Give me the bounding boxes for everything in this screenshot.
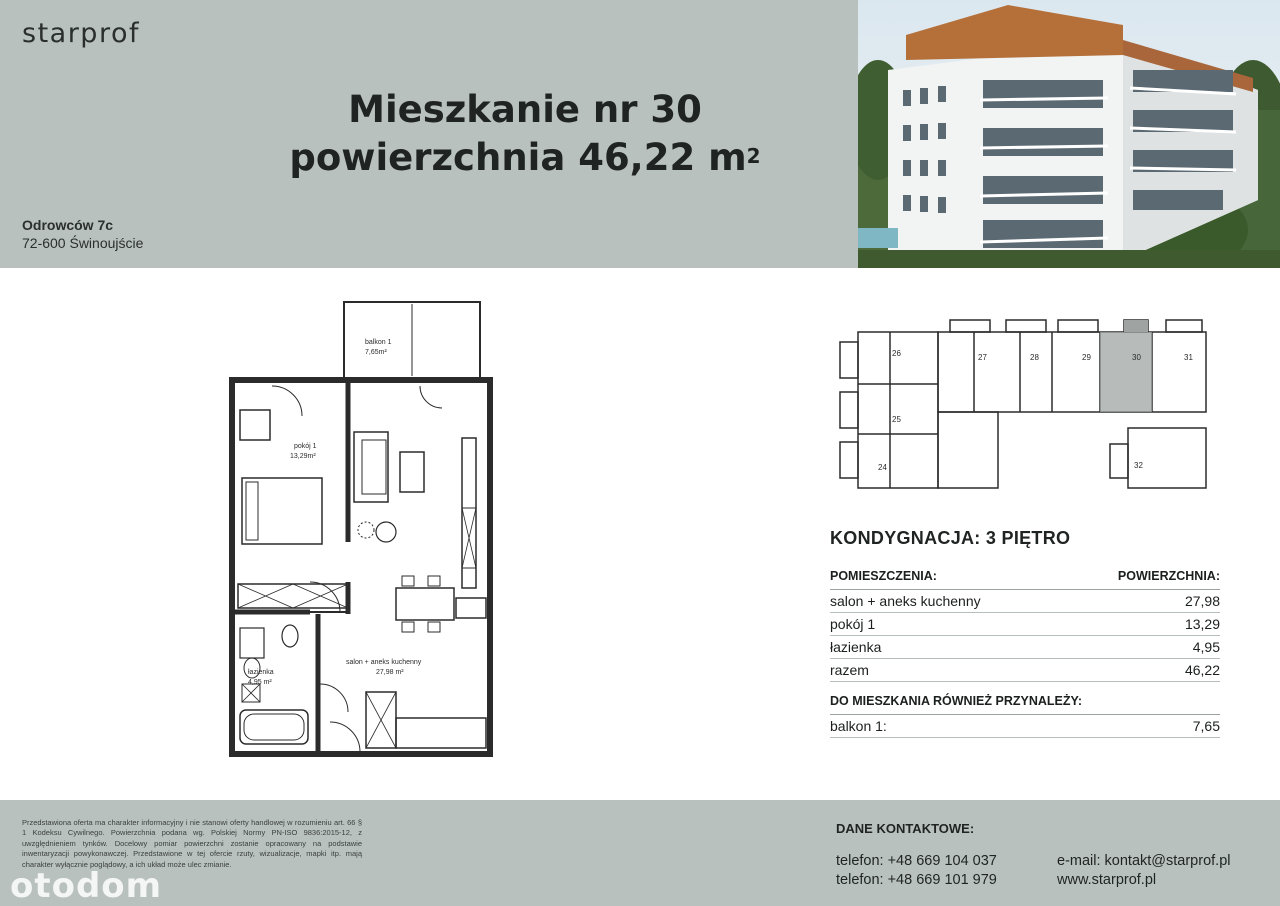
apartment-area-text: powierzchnia 46,22 m <box>289 136 747 179</box>
room-area: 4,95 <box>1192 639 1220 655</box>
table-row-balcony <box>830 715 1220 738</box>
col-rooms: POMIESZCZENIA: <box>830 569 937 583</box>
phone-1[interactable]: telefon: +48 669 104 037 <box>836 853 997 869</box>
balkon-area: 7,65m² <box>365 349 387 356</box>
table-row <box>830 636 1220 659</box>
room-area: 13,29 <box>1184 616 1220 632</box>
floor-level: KONDYGNACJA: 3 PIĘTRO <box>830 528 1071 548</box>
table-row-total <box>830 659 1220 682</box>
pokoj-label: pokój 1 <box>294 443 317 450</box>
highlighted-unit-30 <box>1100 332 1152 412</box>
table-row <box>830 590 1220 613</box>
floor-key-plan <box>830 312 1210 497</box>
address-street: Odrowców 7c <box>22 217 114 233</box>
room-name: salon + aneks kuchenny <box>830 593 981 609</box>
key-plan-illustration <box>830 312 1210 497</box>
area-unit-superscript: 2 <box>746 144 761 168</box>
unit-26: 26 <box>892 349 901 358</box>
address-city: 72-600 Świnoujście <box>22 235 144 251</box>
building-photo <box>858 0 1280 268</box>
floor-plan <box>220 292 510 762</box>
unit-25: 25 <box>892 415 901 424</box>
unit-28: 28 <box>1030 353 1039 362</box>
lazienka-area: 4,95 m² <box>248 679 272 686</box>
pokoj-area: 13,29m² <box>290 453 316 460</box>
disclaimer: Przedstawiona oferta ma charakter informacyjny i nie stanowi oferty handlowej w rozumieniu art. 66 § 1 Kodeksu Cywilnego. Powierzchnia podana wg. Polskiej Normy PN-ISO 9836:2015-12, z uwzględnieniem tynków. Docelowy pomiar powierzchni zostanie opracowany na podstawie inwentaryzacji powykonawczej. Przedstawione w tej ofercie rzuty, wizualizacje, mapki itp. mają charakter wyłącznie poglądowy, a ich układ może ulec zmianie. <box>22 818 362 869</box>
phone-2[interactable]: telefon: +48 669 101 979 <box>836 872 997 888</box>
unit-30: 30 <box>1132 353 1141 362</box>
footer <box>0 800 1280 906</box>
salon-label: salon + aneks kuchenny <box>346 659 422 666</box>
watermark: otodom <box>10 866 163 906</box>
room-name: razem <box>830 662 869 678</box>
col-area: POWIERZCHNIA: <box>1117 569 1220 583</box>
unit-27: 27 <box>978 353 987 362</box>
table-row <box>830 613 1220 636</box>
salon-area: 27,98 m² <box>376 669 404 676</box>
area-info <box>830 528 1220 738</box>
also-heading: DO MIESZKANIA RÓWNIEŻ PRZYNALEŻY: <box>830 694 1220 715</box>
unit-29: 29 <box>1082 353 1091 362</box>
email-link[interactable]: e-mail: kontakt@starprof.pl <box>1057 853 1231 869</box>
room-area: 46,22 <box>1184 662 1220 678</box>
address <box>22 216 143 252</box>
room-area: 7,65 <box>1192 718 1220 734</box>
unit-24: 24 <box>878 463 887 472</box>
website-link[interactable]: www.starprof.pl <box>1057 872 1157 888</box>
contact-heading: DANE KONTAKTOWE: <box>836 821 975 836</box>
room-area: 27,98 <box>1184 593 1220 609</box>
brand-logo: starprof <box>22 18 140 49</box>
balkon-label: balkon 1 <box>365 339 392 346</box>
building-illustration <box>858 0 1280 268</box>
room-name: łazienka <box>830 639 882 655</box>
apartment-number: Mieszkanie nr 30 <box>348 88 702 131</box>
lazienka-label: łazienka <box>248 669 274 676</box>
room-name: pokój 1 <box>830 616 876 632</box>
unit-32: 32 <box>1134 461 1143 470</box>
room-name: balkon 1: <box>830 718 887 734</box>
highlighted-balcony-30 <box>1124 320 1148 332</box>
apartment-floor-plan <box>220 292 510 762</box>
table-header <box>830 569 1220 590</box>
unit-31: 31 <box>1184 353 1193 362</box>
